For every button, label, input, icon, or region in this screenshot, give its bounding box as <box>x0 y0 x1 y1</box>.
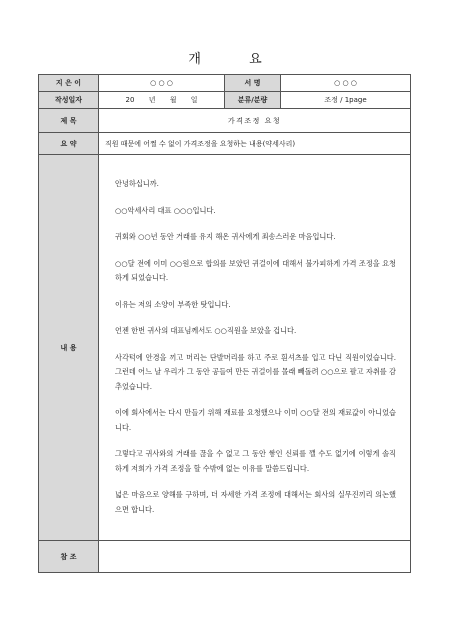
content-paragraph: 그렇다고 귀사와의 거래를 끊을 수 없고 그 동안 쌓인 신뢰를 깰 수도 없기에 이렇게 솔직하게 저희가 가격 조정을 할 수밖에 없는 이유를 말씀드립니다. <box>115 449 396 473</box>
content-label: 내 용 <box>39 155 99 541</box>
date-label: 작성일자 <box>39 92 99 109</box>
date-month-unit: 월 <box>169 96 177 104</box>
category-value: 조정 / 1page <box>281 92 411 109</box>
summary-row <box>39 133 411 155</box>
content-paragraph: ○○달 전에 이미 ○○원으로 합의를 보았던 귀걸이에 대해서 불가피하게 가격 조정을 요청하게 되었습니다. <box>115 258 396 282</box>
signature-value: ○ ○ ○ <box>281 75 411 92</box>
date-day-unit: 일 <box>190 96 198 104</box>
content-paragraph: 넓은 마음으로 양해를 구하며, 더 자세한 가격 조정에 대해서는 회사의 실무진끼리 의논했으면 합니다. <box>115 490 396 514</box>
summary-value: 직원 때문에 어쩔 수 없이 가격조정을 요청하는 내용(약세사리) <box>99 133 411 155</box>
content-body <box>99 155 411 541</box>
reference-label: 참 조 <box>39 541 99 573</box>
category-label: 분류/분량 <box>225 92 281 109</box>
date-year-unit: 년 <box>148 96 156 104</box>
author-row <box>39 75 411 92</box>
content-paragraph: 안녕하십니까. <box>115 179 159 188</box>
content-paragraph: 사각턱에 안경을 끼고 머리는 단발머리를 하고 주로 흰셔츠를 입고 다닌 직원이었습니다. 그런데 어느 날 우리가 그 동안 공들여 만든 귀걸이를 몰래 빼돌려 ○○으로 팔고 자취를 감추었습니다. <box>115 352 396 391</box>
summary-label: 요 약 <box>39 133 99 155</box>
content-row <box>39 155 411 541</box>
reference-value <box>99 541 411 573</box>
reference-row <box>39 541 411 573</box>
content-paragraph: 귀회와 ○○년 동안 거래를 유지 해온 귀사에게 죄송스러운 마음입니다. <box>115 232 336 241</box>
signature-label: 서 명 <box>225 75 281 92</box>
author-value: ○ ○ ○ <box>99 75 225 92</box>
date-value <box>99 92 225 109</box>
content-paragraph: 이유는 저의 소양이 부족한 탓입니다. <box>115 299 231 309</box>
content-paragraph: ○○악세사리 대표 ○○○입니다. <box>115 205 216 215</box>
document-title: 개 요 <box>188 52 284 67</box>
subject-value: 가격조정 요청 <box>99 109 411 133</box>
date-year: 20 <box>125 96 135 104</box>
date-row <box>39 92 411 109</box>
author-label: 지 은 이 <box>39 75 99 92</box>
summary-form <box>38 74 411 573</box>
subject-label: 제 목 <box>39 109 99 133</box>
content-paragraph: 언젠 한번 귀사의 대표님께서도 ○○직원을 보았을 겁니다. <box>115 326 297 335</box>
content-paragraph: 이에 회사에서는 다시 만들기 위해 재료를 요청했으나 이미 ○○달 전의 재료값이 아니었습니다. <box>115 408 396 432</box>
subject-row <box>39 109 411 133</box>
